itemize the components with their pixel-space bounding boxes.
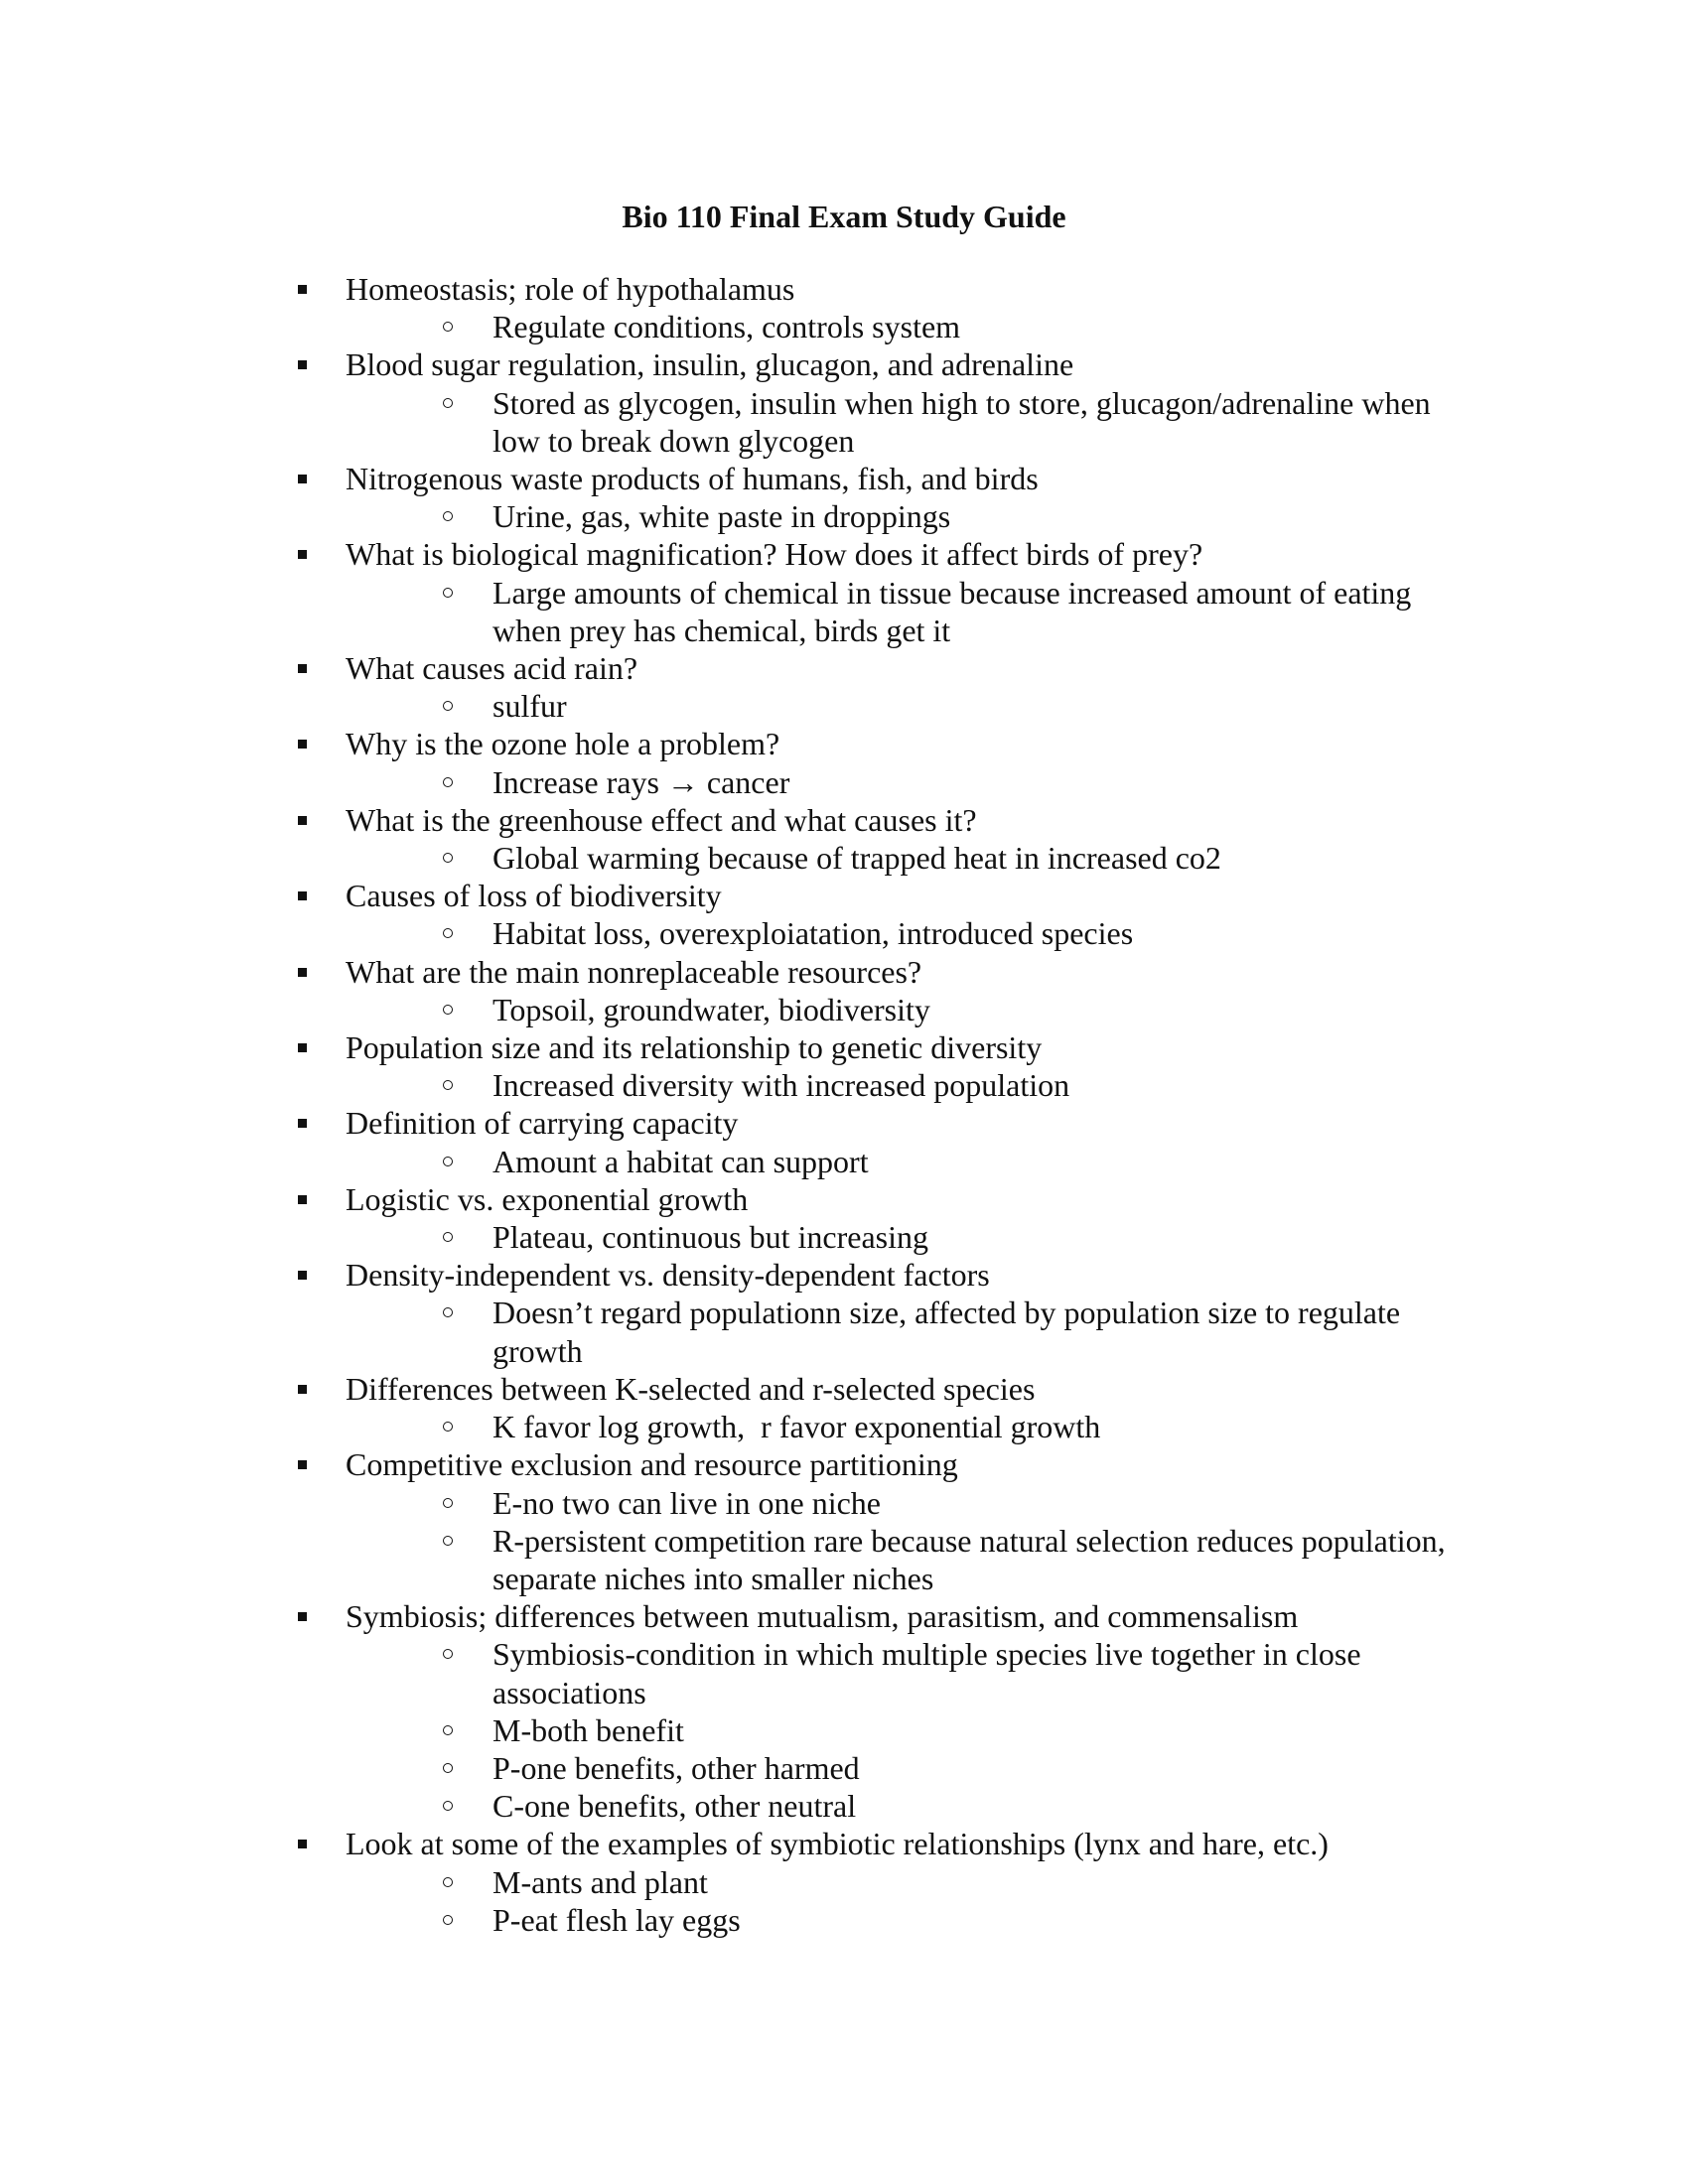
topic-item <box>298 877 1450 952</box>
topic-item <box>298 345 1450 460</box>
sub-point-text: R-persistent competition rare because natural selection reduces population, separate niches into smaller niches <box>492 1522 1446 1596</box>
square-bullet-icon <box>298 1195 307 1204</box>
sub-point-item <box>492 1787 1450 1825</box>
sub-point-text: C-one benefits, other neutral <box>492 1788 857 1825</box>
topic-text: Competitive exclusion and resource partitioning <box>346 1446 958 1483</box>
sub-point-item <box>492 1294 1450 1369</box>
circle-bullet-icon <box>443 1877 453 1887</box>
square-bullet-icon <box>298 968 307 977</box>
circle-bullet-icon <box>443 1536 453 1546</box>
sub-point-item <box>492 497 1450 535</box>
sub-point-list <box>346 991 1450 1028</box>
sub-point-item <box>492 1863 1450 1901</box>
sub-point-text: Increased diversity with increased population <box>492 1067 1070 1104</box>
topic-text: What is the greenhouse effect and what causes it? <box>346 801 977 838</box>
circle-bullet-icon <box>443 1080 453 1090</box>
sub-point-item <box>492 914 1450 952</box>
sub-point-item <box>492 687 1450 725</box>
sub-point-text: M-ants and plant <box>492 1863 708 1900</box>
circle-bullet-icon <box>443 1763 453 1773</box>
circle-bullet-icon <box>443 701 453 711</box>
sub-point-list <box>346 1408 1450 1445</box>
sub-point-item <box>492 1066 1450 1104</box>
square-bullet-icon <box>298 1043 307 1052</box>
sub-point-text: Urine, gas, white paste in droppings <box>492 498 951 535</box>
topic-item <box>298 725 1450 800</box>
circle-bullet-icon <box>443 1232 453 1242</box>
study-guide-outline <box>298 270 1450 1939</box>
sub-point-list <box>346 1066 1450 1104</box>
square-bullet-icon <box>298 740 307 749</box>
sub-point-item <box>492 308 1450 345</box>
sub-point-text: Amount a habitat can support <box>492 1143 869 1179</box>
sub-point-list <box>346 687 1450 725</box>
circle-bullet-icon <box>443 1915 453 1925</box>
topic-text: Blood sugar regulation, insulin, glucagon, and adrenaline <box>346 346 1074 383</box>
circle-bullet-icon <box>443 1422 453 1432</box>
topic-item <box>298 1597 1450 1825</box>
sub-point-item <box>492 1749 1450 1787</box>
square-bullet-icon <box>298 1460 307 1469</box>
topic-text: What is biological magnification? How does it affect birds of prey? <box>346 536 1203 573</box>
topic-text: Look at some of the examples of symbiotic relationships (lynx and hare, etc.) <box>346 1826 1329 1862</box>
sub-point-text: Doesn’t regard populationn size, affected by population size to regulate growth <box>492 1295 1401 1369</box>
topic-text: Nitrogenous waste products of humans, fish, and birds <box>346 461 1039 497</box>
sub-point-list <box>346 574 1450 649</box>
topic-item <box>298 1825 1450 1939</box>
sub-point-text: Habitat loss, overexploiatation, introduced species <box>492 915 1134 952</box>
sub-point-list <box>346 914 1450 952</box>
sub-point-list <box>346 1635 1450 1825</box>
sub-point-text: Global warming because of trapped heat in increased co2 <box>492 840 1221 877</box>
topic-text: Symbiosis; differences between mutualism, parasitism, and commensalism <box>346 1598 1299 1635</box>
topic-text: Population size and its relationship to genetic diversity <box>346 1029 1043 1066</box>
square-bullet-icon <box>298 1612 307 1621</box>
topic-item <box>298 1370 1450 1445</box>
circle-bullet-icon <box>443 853 453 863</box>
topic-text: What causes acid rain? <box>346 650 638 687</box>
square-bullet-icon <box>298 891 307 900</box>
topic-text: Definition of carrying capacity <box>346 1105 739 1142</box>
topic-item <box>298 535 1450 649</box>
sub-point-item <box>492 384 1450 460</box>
square-bullet-icon <box>298 285 307 294</box>
sub-point-item <box>492 1143 1450 1180</box>
square-bullet-icon <box>298 1271 307 1280</box>
sub-point-text: Regulate conditions, controls system <box>492 309 961 345</box>
topic-text: Logistic vs. exponential growth <box>346 1180 749 1217</box>
sub-point-text: Increase rays → cancer <box>492 763 790 800</box>
topic-item <box>298 460 1450 535</box>
sub-point-item <box>492 1522 1450 1597</box>
circle-bullet-icon <box>443 511 453 521</box>
sub-point-text: Large amounts of chemical in tissue because increased amount of eating when prey has chemical, birds get it <box>492 574 1412 648</box>
topic-item <box>298 1028 1450 1104</box>
circle-bullet-icon <box>443 322 453 332</box>
sub-point-text: Topsoil, groundwater, biodiversity <box>492 991 930 1027</box>
sub-point-text: Symbiosis-condition in which multiple species live together in close associations <box>492 1636 1361 1710</box>
topic-text: Why is the ozone hole a problem? <box>346 726 780 762</box>
topic-text: Density-independent vs. density-dependent factors <box>346 1257 990 1294</box>
sub-point-list <box>346 839 1450 877</box>
sub-point-item <box>492 574 1450 649</box>
sub-point-item <box>492 1218 1450 1256</box>
topic-item <box>298 649 1450 725</box>
square-bullet-icon <box>298 360 307 369</box>
topic-text: What are the main nonreplaceable resources? <box>346 953 922 990</box>
circle-bullet-icon <box>443 1725 453 1735</box>
sub-point-item <box>492 991 1450 1028</box>
circle-bullet-icon <box>443 1649 453 1659</box>
sub-point-text: M-both benefit <box>492 1711 684 1748</box>
topic-item <box>298 953 1450 1028</box>
square-bullet-icon <box>298 550 307 559</box>
sub-point-item <box>492 1711 1450 1749</box>
sub-point-list <box>346 384 1450 460</box>
square-bullet-icon <box>298 475 307 483</box>
topic-text: Differences between K-selected and r-selected species <box>346 1370 1036 1407</box>
topic-item <box>298 1104 1450 1179</box>
circle-bullet-icon <box>443 1157 453 1166</box>
sub-point-list <box>346 1143 1450 1180</box>
square-bullet-icon <box>298 1840 307 1848</box>
circle-bullet-icon <box>443 1498 453 1508</box>
circle-bullet-icon <box>443 588 453 598</box>
sub-point-item <box>492 1901 1450 1939</box>
sub-point-text: E-no two can live in one niche <box>492 1484 881 1521</box>
sub-point-item <box>492 839 1450 877</box>
sub-point-list <box>346 763 1450 801</box>
square-bullet-icon <box>298 816 307 825</box>
sub-point-text: P-eat flesh lay eggs <box>492 1901 741 1938</box>
topic-item <box>298 1256 1450 1370</box>
sub-point-list <box>346 308 1450 345</box>
circle-bullet-icon <box>443 398 453 408</box>
sub-point-list <box>346 1218 1450 1256</box>
sub-point-text: Plateau, continuous but increasing <box>492 1219 929 1256</box>
circle-bullet-icon <box>443 777 453 787</box>
circle-bullet-icon <box>443 1307 453 1317</box>
circle-bullet-icon <box>443 928 453 938</box>
topic-item <box>298 801 1450 877</box>
sub-point-text: Stored as glycogen, insulin when high to store, glucagon/adrenaline when low to break down glycogen <box>492 384 1431 459</box>
circle-bullet-icon <box>443 1801 453 1811</box>
sub-point-list <box>346 1863 1450 1939</box>
sub-point-list <box>346 1484 1450 1598</box>
square-bullet-icon <box>298 1385 307 1394</box>
sub-point-text: K favor log growth, r favor exponential growth <box>492 1409 1101 1445</box>
sub-point-item <box>492 1484 1450 1522</box>
circle-bullet-icon <box>443 1005 453 1015</box>
page-title: Bio 110 Final Exam Study Guide <box>622 199 1066 234</box>
topic-text: Causes of loss of biodiversity <box>346 878 722 914</box>
topic-item <box>298 270 1450 345</box>
sub-point-text: sulfur <box>492 688 567 725</box>
sub-point-item <box>492 1635 1450 1710</box>
sub-point-item <box>492 1408 1450 1445</box>
sub-point-list <box>346 497 1450 535</box>
sub-point-item <box>492 763 1450 801</box>
sub-point-list <box>346 1294 1450 1369</box>
square-bullet-icon <box>298 1119 307 1128</box>
sub-point-text: P-one benefits, other harmed <box>492 1749 860 1786</box>
topic-item <box>298 1445 1450 1597</box>
topic-text: Homeostasis; role of hypothalamus <box>346 271 795 307</box>
square-bullet-icon <box>298 664 307 673</box>
topic-item <box>298 1180 1450 1256</box>
